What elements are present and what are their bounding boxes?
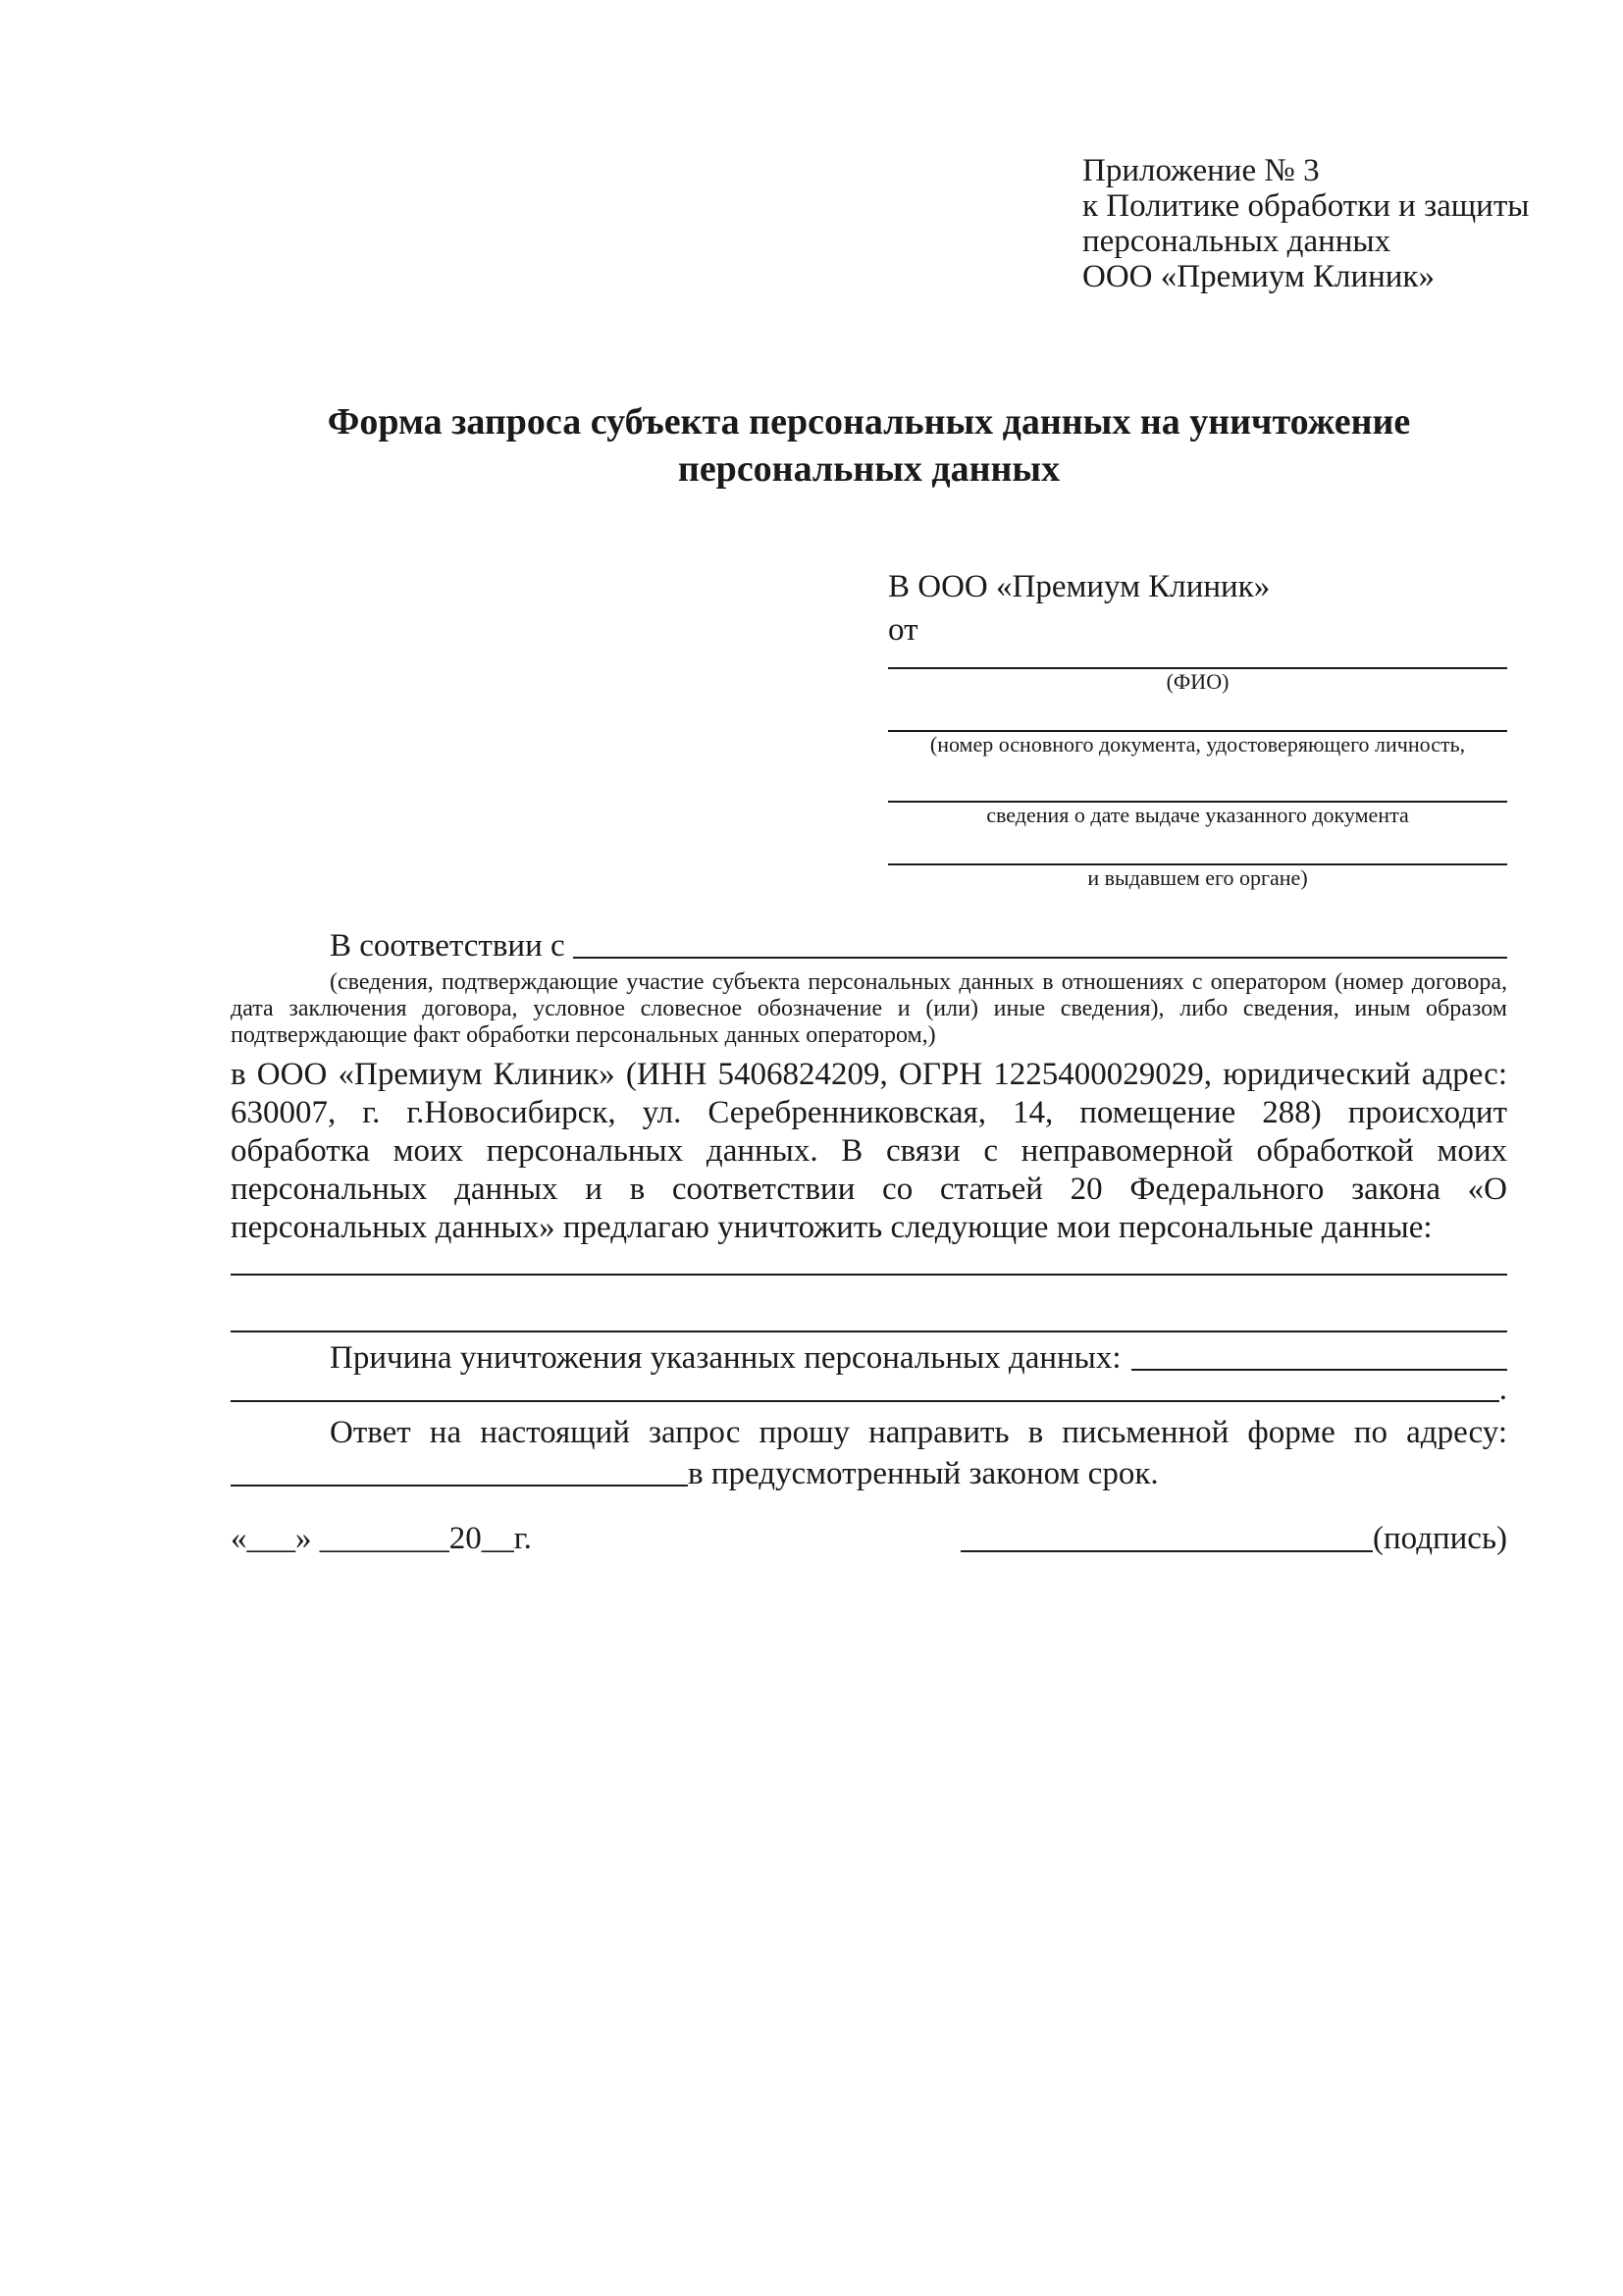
personal-data-field-line-2 bbox=[231, 1295, 1507, 1332]
fio-field-line bbox=[888, 652, 1507, 669]
document-title bbox=[231, 398, 1507, 493]
response-address-row bbox=[231, 1454, 1507, 1493]
document-number-field-caption: (номер основного документа, удостоверяющего личность, bbox=[929, 732, 1466, 757]
issuing-authority-field-caption: и выдавшем его органе) bbox=[1087, 865, 1308, 890]
issue-date-field-caption: сведения о дате выдаче указанного документа bbox=[986, 803, 1409, 827]
response-request-line: Ответ на настоящий запрос прошу направить в письменной форме по адресу: bbox=[330, 1415, 1507, 1450]
reason-period: . bbox=[1498, 1372, 1507, 1407]
addressee-block bbox=[888, 565, 1507, 891]
addressee-to: В ООО «Премиум Клиник» bbox=[888, 569, 1271, 604]
accordance-note: (сведения, подтверждающие участие субъекта персональных данных в отношениях с оператором (номер договора, дата заключения договора, условное словесное обозначение и (или) иные сведения), либо сведения, иным образом подтверждающие факт обработки персональных данных оператором,) bbox=[231, 969, 1507, 1048]
date-blank: «___» ________20__г. bbox=[231, 1521, 532, 1556]
reason-label: Причина уничтожения указанных персональных данных: bbox=[330, 1340, 1122, 1376]
reason-row-continuation bbox=[231, 1370, 1507, 1409]
document-title-line2: персональных данных bbox=[677, 448, 1061, 490]
appendix-header-line: Приложение № 3 bbox=[1082, 153, 1320, 188]
accordance-label: В соответствии с bbox=[330, 928, 565, 964]
appendix-header-line: к Политике обработки и защиты bbox=[1082, 188, 1530, 224]
response-address-field-line bbox=[231, 1485, 688, 1487]
main-paragraph: в ООО «Премиум Клиник» (ИНН 5406824209, ОГРН 1225400029029, юридический адрес: 630007, г. г.Новосибирск, ул. Серебренниковская, 14, помещение 288) происходит обработка моих персональных данных. В связи с неправомерной обработкой моих персональных данных и в соответствии со статьей 20 Федерального закона «О персональных данных» предлагаю уничтожить следующие мои персональные данные: bbox=[231, 1057, 1507, 1245]
appendix-header-line: персональных данных bbox=[1082, 224, 1391, 259]
signature-caption: (подпись) bbox=[1373, 1521, 1507, 1556]
issuing-authority-field-line bbox=[888, 828, 1507, 865]
fio-field-caption: (ФИО) bbox=[1166, 669, 1230, 694]
appendix-header-line: ООО «Премиум Клиник» bbox=[1082, 259, 1435, 294]
issue-date-field-line bbox=[888, 757, 1507, 803]
accordance-row bbox=[231, 926, 1507, 965]
response-request-tail: в предусмотренный законом срок. bbox=[688, 1456, 1159, 1491]
date-signature-row bbox=[231, 1517, 1507, 1560]
document-number-field-line bbox=[888, 695, 1507, 732]
addressee-from-label: от bbox=[888, 612, 918, 648]
personal-data-field-line-1 bbox=[231, 1238, 1507, 1276]
document-title-line1: Форма запроса субъекта персональных данных на уничтожение bbox=[327, 401, 1411, 443]
reason-field-line-2 bbox=[231, 1400, 1499, 1402]
signature-group bbox=[961, 1517, 1507, 1560]
accordance-field-line bbox=[573, 957, 1507, 959]
signature-field-line bbox=[961, 1550, 1373, 1552]
appendix-header bbox=[1082, 153, 1529, 294]
